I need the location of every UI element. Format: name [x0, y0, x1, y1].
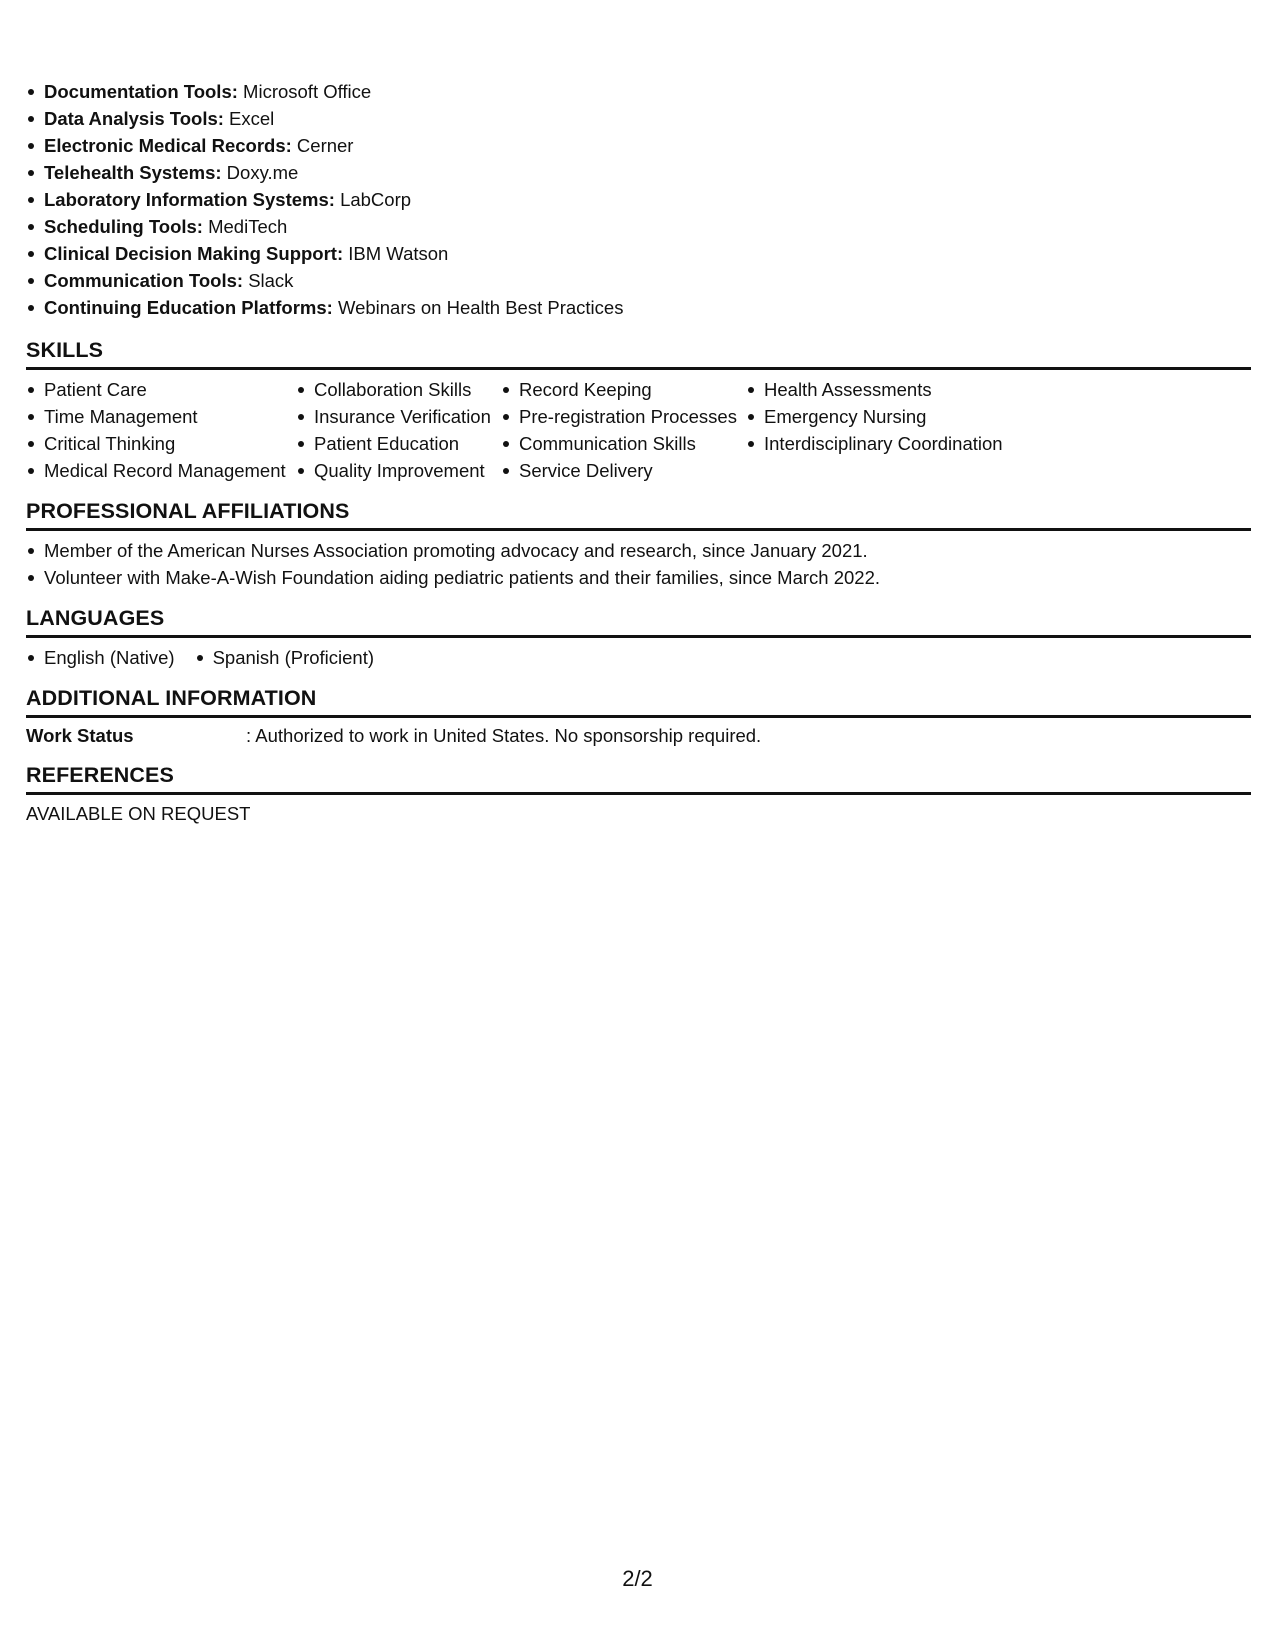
section-divider — [26, 367, 1251, 370]
section-divider — [26, 715, 1251, 718]
section-title-affiliations: PROFESSIONAL AFFILIATIONS — [26, 499, 350, 523]
skills-grid — [26, 376, 1251, 484]
skills-column-3 — [501, 376, 746, 484]
list-item: Scheduling Tools: MediTech — [26, 213, 1251, 240]
skills-section — [26, 337, 1251, 484]
skills-column-4 — [746, 376, 1026, 484]
list-item: Record Keeping — [501, 376, 746, 403]
list-item: Telehealth Systems: Doxy.me — [26, 159, 1251, 186]
skills-column-2 — [296, 376, 501, 484]
references-section — [26, 762, 1251, 827]
list-item: Volunteer with Make-A-Wish Foundation aiding pediatric patients and their families, since March 2022. — [26, 564, 1251, 591]
list-item: Electronic Medical Records: Cerner — [26, 132, 1251, 159]
list-item: Continuing Education Platforms: Webinars on Health Best Practices — [26, 294, 1251, 321]
list-item: Pre-registration Processes — [501, 403, 746, 430]
work-status-value: : Authorized to work in United States. No sponsorship required. — [246, 725, 762, 746]
section-divider — [26, 792, 1251, 795]
affiliations-list — [26, 537, 1251, 591]
list-item: Service Delivery — [501, 457, 746, 484]
list-item: English (Native) — [26, 644, 175, 671]
list-item: Communication Skills — [501, 430, 746, 457]
list-item: Communication Tools: Slack — [26, 267, 1251, 294]
work-status-label: Work Status — [26, 725, 134, 746]
languages-section — [26, 605, 1251, 671]
languages-list — [26, 644, 1251, 671]
list-item: Spanish (Proficient) — [195, 644, 374, 671]
list-item: Quality Improvement — [296, 457, 501, 484]
list-item: Interdisciplinary Coordination — [746, 430, 1026, 457]
list-item: Member of the American Nurses Association promoting advocacy and research, since January 2021. — [26, 537, 1251, 564]
list-item: Data Analysis Tools: Excel — [26, 105, 1251, 132]
section-title-skills: SKILLS — [26, 338, 104, 362]
section-title-additional-info: ADDITIONAL INFORMATION — [26, 686, 317, 710]
list-item: Emergency Nursing — [746, 403, 1026, 430]
page-number: 2/2 — [622, 1566, 653, 1591]
section-divider — [26, 528, 1251, 531]
list-item: Laboratory Information Systems: LabCorp — [26, 186, 1251, 213]
list-item: Collaboration Skills — [296, 376, 501, 403]
section-title-references: REFERENCES — [26, 763, 174, 787]
work-status-row — [26, 724, 1251, 748]
tools-list — [26, 78, 1251, 321]
skills-column-1 — [26, 376, 296, 484]
section-title-languages: LANGUAGES — [26, 606, 165, 630]
list-item: Health Assessments — [746, 376, 1026, 403]
list-item: Documentation Tools: Microsoft Office — [26, 78, 1251, 105]
list-item: Insurance Verification — [296, 403, 501, 430]
list-item: Medical Record Management — [26, 457, 296, 484]
list-item: Patient Care — [26, 376, 296, 403]
additional-info-section — [26, 685, 1251, 748]
list-item: Clinical Decision Making Support: IBM Watson — [26, 240, 1251, 267]
list-item: Critical Thinking — [26, 430, 296, 457]
affiliations-section — [26, 498, 1251, 591]
section-divider — [26, 635, 1251, 638]
list-item: Patient Education — [296, 430, 501, 457]
resume-page — [26, 78, 1251, 827]
list-item: Time Management — [26, 403, 296, 430]
references-text: AVAILABLE ON REQUEST — [26, 803, 251, 824]
